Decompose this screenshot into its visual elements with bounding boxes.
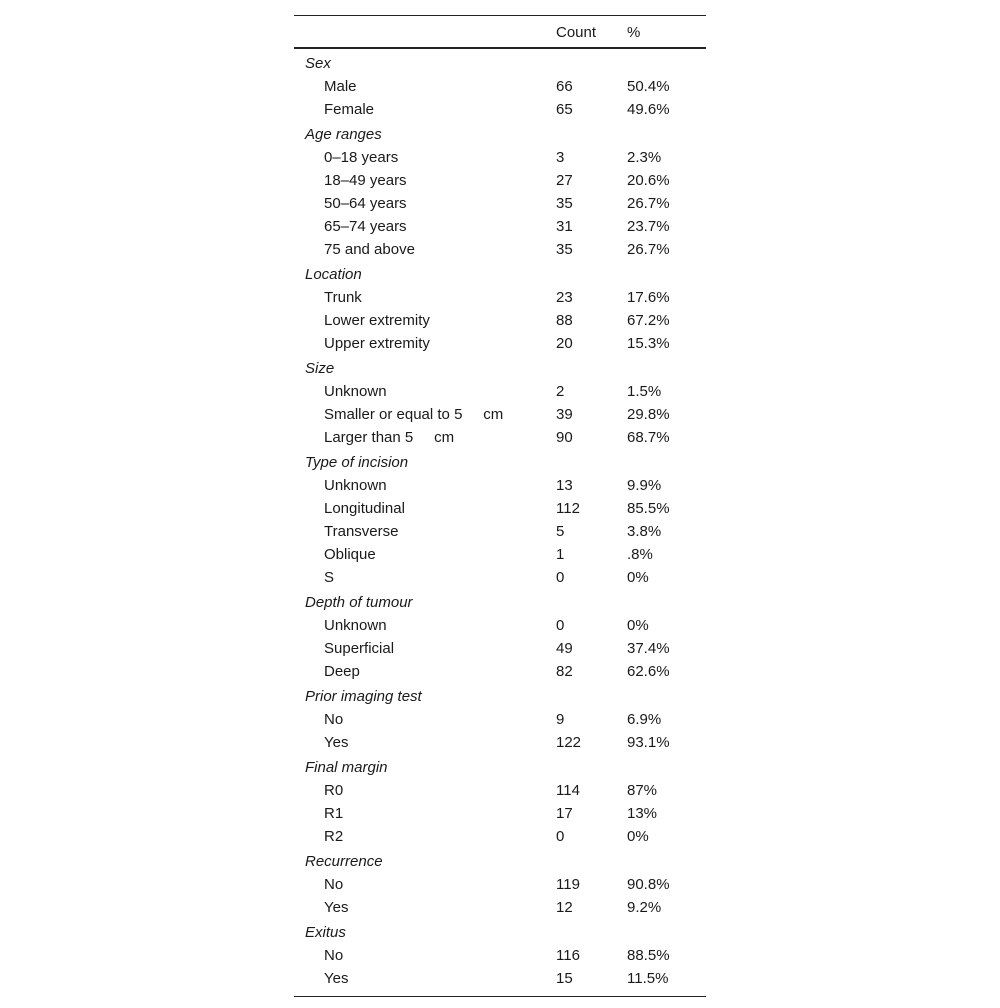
section-heading — [294, 356, 706, 381]
table-row — [294, 333, 706, 356]
row-label: S — [324, 569, 335, 586]
table-row — [294, 544, 706, 567]
table-row — [294, 874, 706, 897]
row-percent: 1.5% — [627, 383, 662, 400]
row-percent: 17.6% — [627, 289, 670, 306]
row-label: Deep — [324, 663, 360, 680]
table-row — [294, 661, 706, 684]
table-row — [294, 381, 706, 404]
row-percent: .8% — [627, 546, 653, 563]
row-percent: 87% — [627, 782, 658, 799]
row-label: 75 and above — [324, 241, 415, 258]
section-heading — [294, 122, 706, 147]
table-row — [294, 498, 706, 521]
row-count: 15 — [556, 970, 573, 987]
row-label: Upper extremity — [324, 335, 430, 352]
row-label: 50–64 years — [324, 195, 407, 212]
row-label: Unknown — [324, 477, 387, 494]
section-title: Final margin — [305, 759, 388, 776]
row-percent: 6.9% — [627, 711, 662, 728]
row-label: Trunk — [324, 289, 362, 306]
row-label: 0–18 years — [324, 149, 399, 166]
row-count: 65 — [556, 101, 573, 118]
table-row — [294, 475, 706, 498]
row-percent: 13% — [627, 805, 658, 822]
table-row — [294, 897, 706, 920]
row-percent: 15.3% — [627, 335, 670, 352]
row-percent: 3.8% — [627, 523, 662, 540]
table-row — [294, 945, 706, 968]
row-count: 5 — [556, 523, 565, 540]
row-count: 13 — [556, 477, 573, 494]
row-count: 119 — [556, 876, 580, 893]
table-row — [294, 803, 706, 826]
section-title: Type of incision — [305, 454, 409, 471]
row-count: 114 — [556, 782, 580, 799]
row-percent: 2.3% — [627, 149, 662, 166]
row-label: Smaller or equal to 5 cm — [324, 406, 504, 423]
section-heading — [294, 920, 706, 945]
row-count: 82 — [556, 663, 573, 680]
row-count: 3 — [556, 149, 565, 166]
row-percent: 29.8% — [627, 406, 670, 423]
row-count: 112 — [556, 500, 580, 517]
table-bottom-rule — [294, 996, 706, 997]
row-count: 0 — [556, 617, 565, 634]
row-count: 12 — [556, 899, 573, 916]
header-percent: % — [627, 24, 641, 41]
row-percent: 37.4% — [627, 640, 670, 657]
table-row — [294, 615, 706, 638]
row-label: Oblique — [324, 546, 376, 563]
table-row — [294, 427, 706, 450]
table-row — [294, 147, 706, 170]
row-count: 20 — [556, 335, 573, 352]
row-label: R1 — [324, 805, 344, 822]
table-row — [294, 968, 706, 991]
row-percent: 50.4% — [627, 78, 670, 95]
section-heading — [294, 755, 706, 780]
table-row — [294, 780, 706, 803]
table-row — [294, 170, 706, 193]
row-label: Lower extremity — [324, 312, 430, 329]
row-percent: 9.9% — [627, 477, 662, 494]
row-percent: 26.7% — [627, 241, 670, 258]
row-label: Yes — [324, 970, 349, 987]
row-label: Superficial — [324, 640, 395, 657]
table-row — [294, 638, 706, 661]
row-label: Unknown — [324, 617, 387, 634]
row-count: 88 — [556, 312, 573, 329]
section-title: Sex — [305, 55, 331, 72]
row-count: 9 — [556, 711, 565, 728]
row-label: No — [324, 947, 344, 964]
row-count: 122 — [556, 734, 582, 751]
row-count: 1 — [556, 546, 565, 563]
table-row — [294, 193, 706, 216]
row-count: 17 — [556, 805, 573, 822]
table-row — [294, 239, 706, 262]
section-title: Prior imaging test — [305, 688, 422, 705]
row-percent: 0% — [627, 828, 649, 845]
row-count: 27 — [556, 172, 573, 189]
table-row — [294, 709, 706, 732]
row-count: 0 — [556, 569, 565, 586]
section-title: Depth of tumour — [305, 594, 413, 611]
row-percent: 93.1% — [627, 734, 670, 751]
row-percent: 9.2% — [627, 899, 662, 916]
table-row — [294, 404, 706, 427]
row-count: 49 — [556, 640, 573, 657]
row-label: Unknown — [324, 383, 387, 400]
row-label: 65–74 years — [324, 218, 407, 235]
row-percent: 49.6% — [627, 101, 670, 118]
row-label: R2 — [324, 828, 344, 845]
row-count: 0 — [556, 828, 565, 845]
table-body — [294, 49, 706, 996]
section-heading — [294, 262, 706, 287]
section-title: Age ranges — [305, 126, 382, 143]
section-title: Location — [305, 266, 362, 283]
row-count: 35 — [556, 241, 573, 258]
row-count: 2 — [556, 383, 565, 400]
table-header — [294, 16, 706, 47]
table-row — [294, 76, 706, 99]
table-row — [294, 99, 706, 122]
row-count: 23 — [556, 289, 573, 306]
table-row — [294, 567, 706, 590]
table-row — [294, 216, 706, 239]
section-heading — [294, 590, 706, 615]
row-label: Yes — [324, 734, 349, 751]
row-label: No — [324, 711, 344, 728]
row-label: Female — [324, 101, 375, 118]
row-percent: 0% — [627, 569, 649, 586]
row-label: Larger than 5 cm — [324, 429, 455, 446]
row-count: 35 — [556, 195, 573, 212]
section-heading — [294, 450, 706, 475]
section-heading — [294, 51, 706, 76]
row-percent: 68.7% — [627, 429, 670, 446]
section-heading — [294, 684, 706, 709]
row-count: 66 — [556, 78, 573, 95]
row-label: R0 — [324, 782, 344, 799]
row-count: 31 — [556, 218, 573, 235]
table-row — [294, 310, 706, 333]
row-percent: 90.8% — [627, 876, 670, 893]
section-title: Size — [305, 360, 335, 377]
row-percent: 0% — [627, 617, 649, 634]
table-row — [294, 732, 706, 755]
row-count: 90 — [556, 429, 573, 446]
row-percent: 23.7% — [627, 218, 670, 235]
data-table — [294, 15, 706, 997]
row-percent: 20.6% — [627, 172, 670, 189]
row-percent: 26.7% — [627, 195, 670, 212]
section-title: Recurrence — [305, 853, 383, 870]
row-percent: 88.5% — [627, 947, 670, 964]
section-title: Exitus — [305, 924, 346, 941]
row-label: 18–49 years — [324, 172, 407, 189]
row-label: Yes — [324, 899, 349, 916]
table-row — [294, 826, 706, 849]
row-count: 39 — [556, 406, 573, 423]
table-row — [294, 287, 706, 310]
row-label: Male — [324, 78, 357, 95]
row-count: 116 — [556, 947, 580, 964]
header-count: Count — [556, 24, 597, 41]
table-row — [294, 521, 706, 544]
row-label: Transverse — [324, 523, 399, 540]
row-label: No — [324, 876, 344, 893]
row-percent: 11.5% — [627, 970, 669, 987]
row-percent: 62.6% — [627, 663, 670, 680]
section-heading — [294, 849, 706, 874]
row-percent: 67.2% — [627, 312, 670, 329]
row-label: Longitudinal — [324, 500, 405, 517]
row-percent: 85.5% — [627, 500, 670, 517]
